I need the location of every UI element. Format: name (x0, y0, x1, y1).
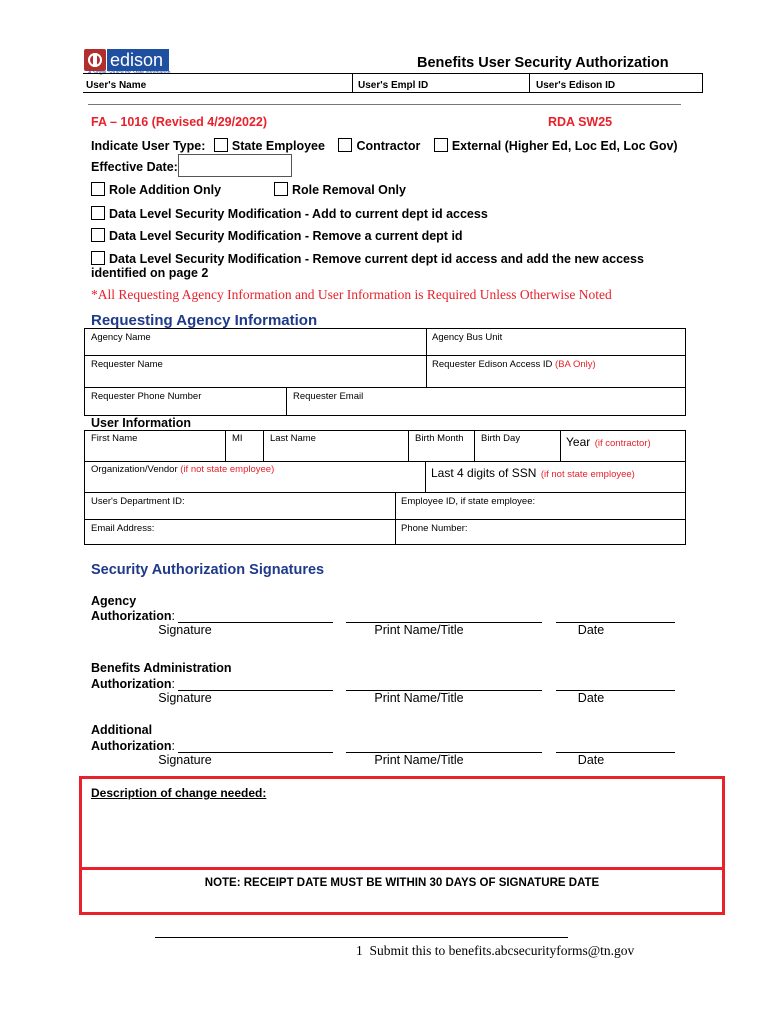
logo-tagline: A Single Source for State Information (88, 70, 171, 76)
requester-email-cell[interactable] (286, 387, 686, 416)
user-info-heading: User Information (91, 416, 192, 430)
sig-2-signature-caption: Signature (158, 691, 212, 705)
phone-cell[interactable] (395, 519, 686, 545)
agency-bus-unit-label: Agency Bus Unit (432, 332, 503, 343)
dls-remove-checkbox[interactable] (91, 228, 105, 242)
footer-divider (155, 937, 568, 938)
sig-block-3-line2: Authorization: (91, 739, 176, 753)
user-type-row (91, 138, 678, 153)
receipt-note: NOTE: RECEIPT DATE MUST BE WITHIN 30 DAYS OF SIGNATURE DATE (204, 877, 600, 889)
state-employee-label: State Employee (231, 139, 325, 153)
dls-remove-row (91, 228, 463, 243)
sig-3-print-caption: Print Name/Title (374, 753, 464, 767)
footer-number: 1 (356, 943, 363, 958)
external-label: External (Higher Ed, Loc Ed, Loc Gov) (451, 139, 678, 153)
employee-id-cell[interactable] (395, 492, 686, 520)
sig-block-1-line2: Authorization: (91, 609, 176, 623)
dls-remove-label: Data Level Security Modification - Remove a current dept id (109, 229, 463, 243)
contractor-checkbox[interactable] (338, 138, 352, 152)
dls-replace-checkbox[interactable] (91, 251, 105, 265)
dls-add-checkbox[interactable] (91, 206, 105, 220)
birth-day-cell[interactable] (474, 430, 561, 462)
sig-block-3-line1: Additional (91, 723, 153, 737)
role-addition-checkbox[interactable] (91, 182, 105, 196)
role-removal-checkbox[interactable] (274, 182, 288, 196)
sig-2-print-caption: Print Name/Title (374, 691, 464, 705)
sig-3-signature-caption: Signature (158, 753, 212, 767)
role-removal-row (274, 182, 406, 197)
edison-logo (84, 49, 170, 74)
mi-cell[interactable] (225, 430, 264, 462)
description-box[interactable] (79, 776, 725, 870)
rda-code: RDA SW25 (548, 115, 613, 129)
requester-phone-label: Requester Phone Number (91, 391, 202, 402)
sig-block-1-line1: Agency (91, 594, 137, 608)
sig-2-date-caption: Date (577, 691, 605, 705)
agency-heading: Requesting Agency Information (91, 312, 318, 329)
agency-name-cell[interactable] (84, 328, 427, 356)
phone-label: Phone Number: (401, 523, 468, 534)
year-label: Year (if contractor) (566, 435, 651, 449)
sig-block-2-line2: Authorization: (91, 677, 176, 691)
requester-email-label: Requester Email (293, 391, 364, 402)
dls-add-row (91, 206, 488, 221)
form-title: Benefits User Security Authorization (417, 55, 669, 71)
first-name-cell[interactable] (84, 430, 226, 462)
email-cell[interactable] (84, 519, 396, 545)
effective-date-label: Effective Date: (91, 160, 178, 174)
requester-name-label: Requester Name (91, 359, 163, 370)
birth-month-cell[interactable] (408, 430, 475, 462)
last-name-cell[interactable] (263, 430, 409, 462)
dept-id-cell[interactable] (84, 492, 396, 520)
org-vendor-cell[interactable] (84, 461, 426, 493)
sig-1-signature-caption: Signature (158, 623, 212, 637)
requester-name-cell[interactable] (84, 355, 427, 388)
birth-month-label: Birth Month (415, 433, 464, 444)
birth-day-label: Birth Day (481, 433, 521, 444)
signatures-heading: Security Authorization Signatures (91, 562, 325, 578)
dls-replace-label-cont: identified on page 2 (91, 266, 209, 280)
note-box (79, 870, 725, 915)
requester-edison-id-cell[interactable] (426, 355, 686, 388)
org-vendor-label: Organization/Vendor (if not state employee) (91, 464, 275, 475)
footer-text: Submit this to benefits.abcsecurityforms@tn.gov (369, 943, 635, 958)
state-employee-checkbox[interactable] (214, 138, 228, 152)
first-name-label: First Name (91, 433, 138, 444)
sig-3-date-caption: Date (577, 753, 605, 767)
dls-add-label: Data Level Security Modification - Add to current dept id access (109, 207, 488, 221)
logo-text: edison (107, 49, 169, 71)
dls-replace-label: Data Level Security Modification - Remove current dept id access and add the new access (109, 252, 644, 266)
users-edison-id-label: User's Edison ID (536, 80, 616, 91)
sig-1-date-caption: Date (577, 623, 605, 637)
sig-1-print-caption: Print Name/Title (374, 623, 464, 637)
users-name-label: User's Name (86, 80, 147, 91)
role-addition-label: Role Addition Only (109, 183, 222, 197)
logo-mark-icon (84, 49, 106, 71)
external-checkbox[interactable] (434, 138, 448, 152)
divider (88, 104, 681, 105)
description-label: Description of change needed: (91, 786, 267, 800)
contractor-label: Contractor (356, 139, 421, 153)
users-empl-id-label: User's Empl ID (358, 80, 429, 91)
dept-id-label: User's Department ID: (91, 496, 185, 507)
agency-bus-unit-cell[interactable] (426, 328, 686, 356)
dls-replace-row (91, 251, 644, 266)
ssn-cell[interactable] (425, 461, 686, 493)
ssn-label: Last 4 digits of SSN (if not state employee) (431, 466, 635, 480)
role-addition-row (91, 182, 221, 197)
email-label: Email Address: (91, 523, 155, 534)
role-removal-label: Role Removal Only (292, 183, 406, 197)
effective-date-input[interactable] (178, 154, 292, 177)
last-name-label: Last Name (270, 433, 316, 444)
header-row (83, 73, 703, 93)
user-type-label: Indicate User Type: (91, 139, 206, 153)
mi-label: MI (232, 433, 243, 444)
year-cell[interactable] (560, 430, 686, 462)
employee-id-label: Employee ID, if state employee: (401, 496, 536, 507)
agency-name-label: Agency Name (91, 332, 151, 343)
required-note: *All Requesting Agency Information and User Information is Required Unless Otherwise Noted (91, 287, 612, 302)
sig-block-2-line1: Benefits Administration (91, 661, 232, 675)
footer-note (356, 943, 634, 959)
requester-phone-cell[interactable] (84, 387, 287, 416)
form-number: FA – 1016 (Revised 4/29/2022) (91, 115, 268, 129)
requester-edison-id-label: Requester Edison Access ID (BA Only) (432, 359, 596, 370)
